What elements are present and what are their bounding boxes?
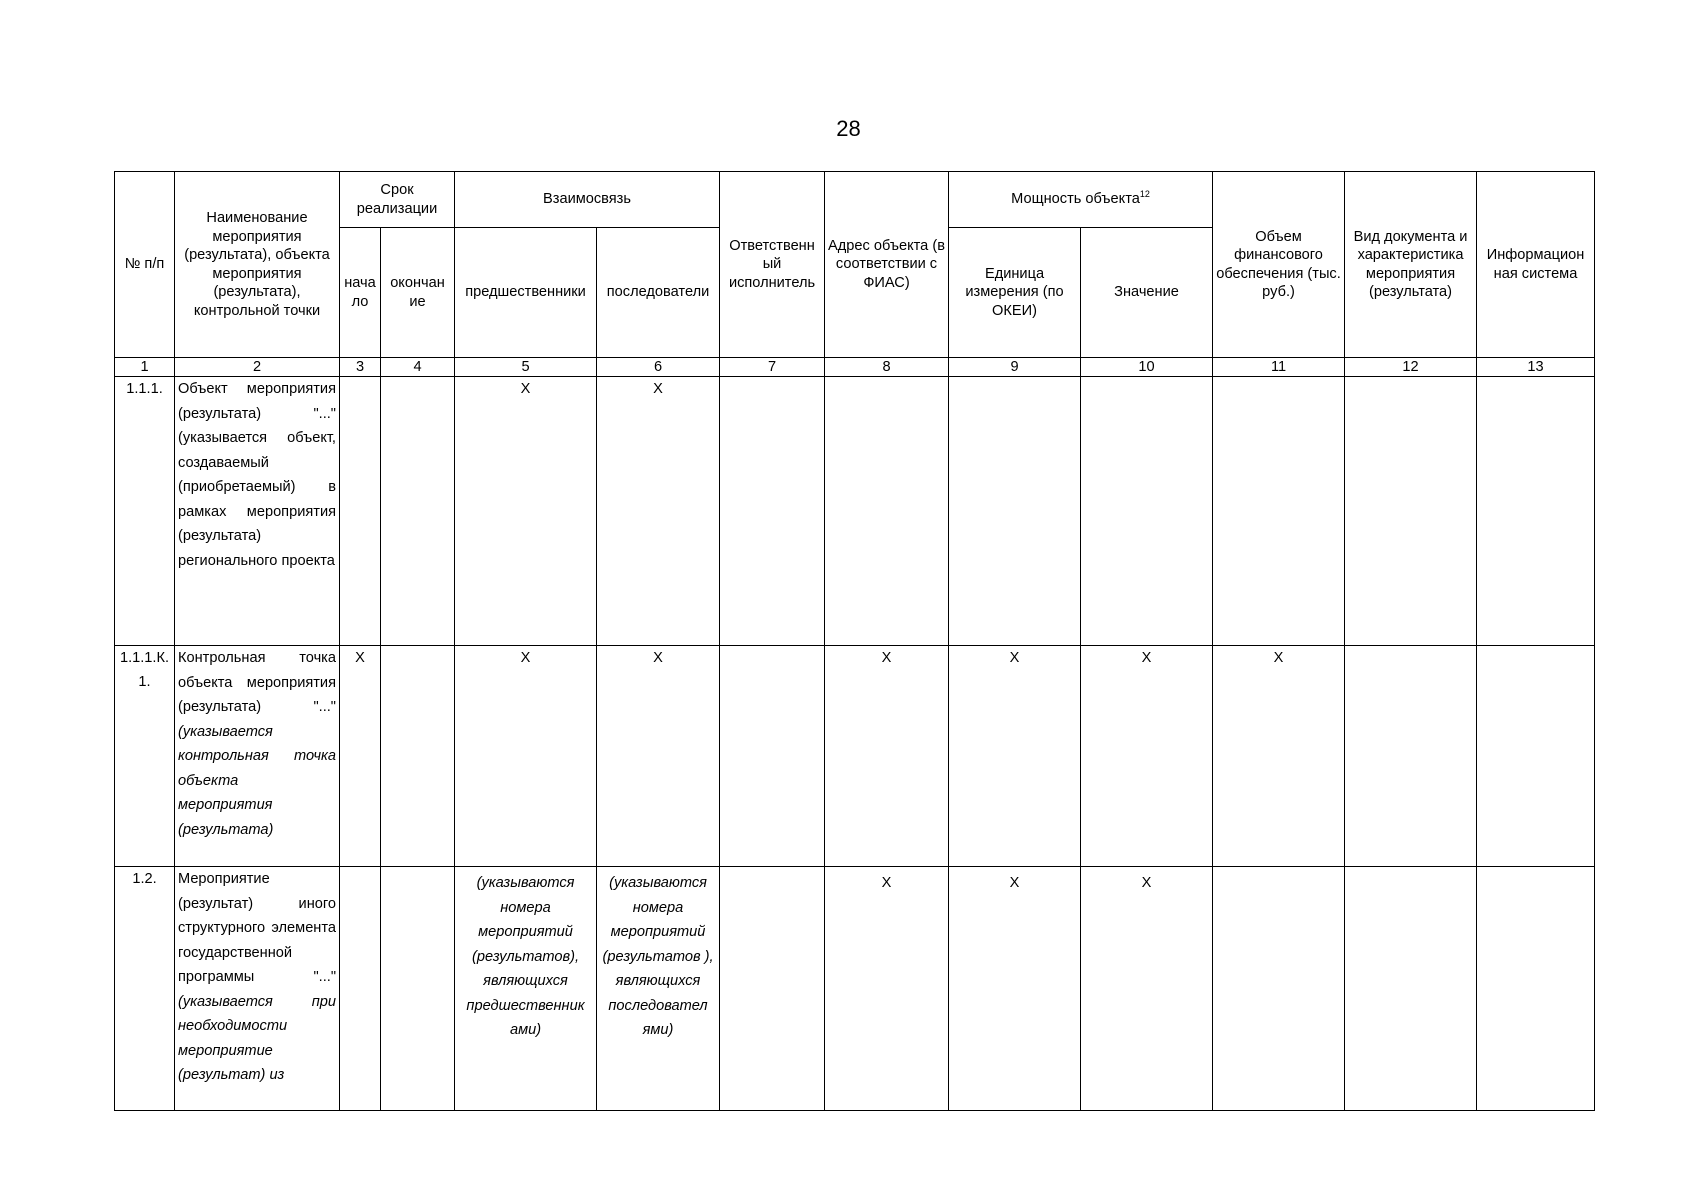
header-address: Адрес объекта (в соответствии с ФИАС) bbox=[825, 172, 949, 358]
colnum-12: 12 bbox=[1345, 358, 1477, 377]
cell-responsible bbox=[720, 646, 825, 867]
header-term-end: окончан ие bbox=[381, 228, 455, 358]
colnum-6: 6 bbox=[597, 358, 720, 377]
colnum-1: 1 bbox=[115, 358, 175, 377]
cell-responsible bbox=[720, 377, 825, 646]
header-capacity-label: Мощность объекта bbox=[1011, 191, 1140, 208]
cell-succ-mark: X bbox=[597, 377, 720, 646]
row-name: Мероприятие (результат) иного структурного элемента государственной программы "..." bbox=[178, 871, 336, 985]
table-row bbox=[115, 646, 1595, 867]
row-number: 1.1.1.К.1. bbox=[115, 646, 175, 867]
header-finance: Объем финансового обеспечения (тыс. руб.) bbox=[1213, 172, 1345, 358]
header-term-start: нача ло bbox=[340, 228, 381, 358]
cell-unit-mark: X bbox=[949, 646, 1081, 867]
cell-info-system bbox=[1477, 646, 1595, 867]
cell-finance bbox=[1213, 377, 1345, 646]
header-num: № п/п bbox=[115, 172, 175, 358]
cell-value-mark: X bbox=[1081, 646, 1213, 867]
header-name: Наименование мероприятия (результата), объекта мероприятия (результата), контрольной точки bbox=[175, 172, 340, 358]
cell-pred-note: (указываются номера мероприятий (результатов), являющихся предшественник ами) bbox=[455, 867, 597, 1111]
cell-address-mark: X bbox=[825, 646, 949, 867]
cell-unit-mark: X bbox=[949, 867, 1081, 1111]
footnote-12: 12 bbox=[1139, 189, 1150, 200]
cell-finance bbox=[1213, 867, 1345, 1111]
colnum-7: 7 bbox=[720, 358, 825, 377]
row-name: Объект мероприятия (результата) "..." (указывается объект, создаваемый (приобретаемый) в рамках мероприятия (результата) регионального проекта bbox=[175, 377, 340, 646]
cell-doc bbox=[1345, 646, 1477, 867]
colnum-2: 2 bbox=[175, 358, 340, 377]
cell-unit bbox=[949, 377, 1081, 646]
cell-term-end bbox=[381, 867, 455, 1111]
cell-term-start bbox=[340, 867, 381, 1111]
cell-finance-mark: X bbox=[1213, 646, 1345, 867]
header-link-pred: предшественники bbox=[455, 228, 597, 358]
header-link-succ: последователи bbox=[597, 228, 720, 358]
row-name-note: (указывается при необходимости мероприятие (результат) из bbox=[178, 993, 336, 1083]
row-number: 1.2. bbox=[115, 867, 175, 1111]
cell-succ-note: (указываются номера мероприятий (результатов ), являющихся последовател ями) bbox=[597, 867, 720, 1111]
cell-term-start-mark: X bbox=[340, 646, 381, 867]
header-link: Взаимосвязь bbox=[455, 172, 720, 228]
row-name: Контрольная точка объекта мероприятия (результата) "..." bbox=[178, 650, 336, 715]
row-name-cell bbox=[175, 646, 340, 867]
cell-info-system bbox=[1477, 867, 1595, 1111]
header-capacity bbox=[949, 172, 1213, 228]
events-table bbox=[114, 171, 1595, 1111]
table-row bbox=[115, 867, 1595, 1111]
cell-succ-mark: X bbox=[597, 646, 720, 867]
cell-doc bbox=[1345, 867, 1477, 1111]
cell-pred-mark: X bbox=[455, 646, 597, 867]
row-name-cell bbox=[175, 867, 340, 1111]
header-value: Значение bbox=[1081, 228, 1213, 358]
header-info-system: Информацион ная система bbox=[1477, 172, 1595, 358]
cell-doc bbox=[1345, 377, 1477, 646]
cell-responsible bbox=[720, 867, 825, 1111]
page-number: 28 bbox=[836, 116, 861, 141]
colnum-11: 11 bbox=[1213, 358, 1345, 377]
header-doc: Вид документа и характеристика мероприятия (результата) bbox=[1345, 172, 1477, 358]
cell-term-end bbox=[381, 377, 455, 646]
colnum-8: 8 bbox=[825, 358, 949, 377]
header-term: Срок реализации bbox=[340, 172, 455, 228]
cell-term-start bbox=[340, 377, 381, 646]
cell-value-mark: X bbox=[1081, 867, 1213, 1111]
header-row-1 bbox=[115, 172, 1595, 228]
colnum-4: 4 bbox=[381, 358, 455, 377]
colnum-5: 5 bbox=[455, 358, 597, 377]
header-responsible: Ответственн ый исполнитель bbox=[720, 172, 825, 358]
column-numbers-row bbox=[115, 358, 1595, 377]
cell-info-system bbox=[1477, 377, 1595, 646]
colnum-3: 3 bbox=[340, 358, 381, 377]
cell-term-end bbox=[381, 646, 455, 867]
colnum-10: 10 bbox=[1081, 358, 1213, 377]
colnum-9: 9 bbox=[949, 358, 1081, 377]
cell-address bbox=[825, 377, 949, 646]
row-number: 1.1.1. bbox=[115, 377, 175, 646]
table-row bbox=[115, 377, 1595, 646]
row-name-note: (указывается контрольная точка объекта мероприятия (результата) bbox=[178, 723, 336, 838]
cell-address-mark: X bbox=[825, 867, 949, 1111]
cell-pred-mark: X bbox=[455, 377, 597, 646]
header-unit: Единица измерения (по ОКЕИ) bbox=[949, 228, 1081, 358]
colnum-13: 13 bbox=[1477, 358, 1595, 377]
cell-value bbox=[1081, 377, 1213, 646]
